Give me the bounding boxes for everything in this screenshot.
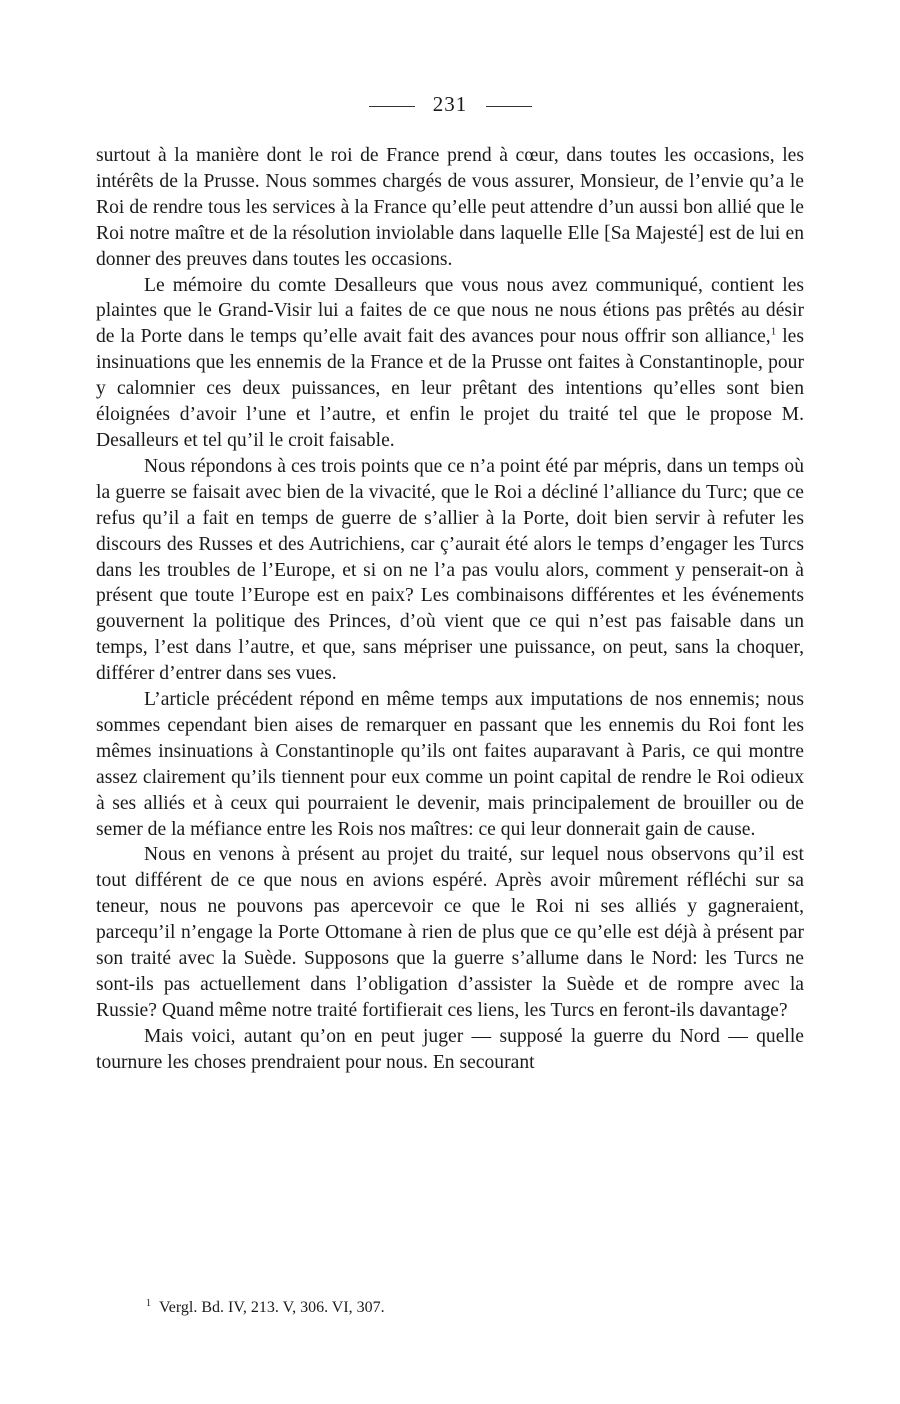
paragraph-2 [96,273,804,454]
paragraph-3: Nous répondons à ces trois points que ce n’a point été par mépris, dans un temps où la guerre se faisait avec bien de la vivacité, que le Roi a décliné l’alliance du Turc; que ce refus qu’il a fait en temps de guerre de s’allier à la Porte, doit bien servir à refuter les discours des Russes et des Autrichiens, car ç’aurait été alors le temps d’engager les Turcs dans les troubles de l’Europe, et si on ne l’a pas voulu alors, comment y penserait-on à présent que toute l’Europe est en paix? Les combinaisons différentes et les événements gouvernent la politique des Princes, d’où vient que ce qui n’est pas faisable dans un temps, l’est dans l’autre, et que, sans mépriser une puissance, on peut, sans la choquer, différer d’entrer dans ses vues. [96,455,804,685]
footnote [146,1297,806,1319]
page-number: 231 [432,92,468,116]
header-rule-right [486,106,532,107]
footnote-mark: 1 [146,1297,151,1309]
header-rule-left [369,106,415,107]
footnote-text: Vergl. Bd. IV, 213. V, 306. VI, 307. [159,1299,385,1316]
paragraph-4: L’article précédent répond en même temps aux imputations de nos ennemis; nous sommes cependant bien aises de remarquer en passant que les ennemis du Roi font les mêmes insinuations à Constantinople qu’ils ont faites auparavant à Paris, ce qui montre assez clairement qu’ils tiennent pour eux comme un point capital de rendre le Roi odieux à ses alliés et à ceux qui pourraient le devenir, mais principalement de brouiller ou de semer de la méfiance entre les Rois nos maîtres: ce qui leur donnerait gain de cause. [96,689,804,840]
paragraph-2-text-a: Le mémoire du comte Desalleurs que vous nous avez communiqué, contient les plaintes que le Grand-Visir lui a faites de ce que nous ne nous étions pas prêtés au désir de la Porte dans le temps qu’elle avait fait des avances pour nous offrir son alliance, [96,274,804,348]
paragraph-6: Mais voici, autant qu’on en peut juger — supposé la guerre du Nord — quelle tournure les choses prendraient pour nous. En secourant [96,1025,804,1073]
paragraph-1: surtout à la manière dont le roi de France prend à cœur, dans toutes les occasions, les intérêts de la Prusse. Nous sommes chargés de vous assurer, Monsieur, de l’envie qu’a le Roi de rendre tous les services à la France qu’elle peut attendre d’un aussi bon allié que le Roi notre maître et de la résolution inviolable dans laquelle Elle [Sa Majesté] est de lui en donner des preuves dans toutes les occasions. [96,145,804,270]
page-header [0,92,900,117]
paragraph-5: Nous en venons à présent au projet du traité, sur lequel nous observons qu’il est tout différent de ce que nous en avions espéré. Après avoir mûrement réfléchi sur sa teneur, nous ne pouvons pas apercevoir ce que le Roi ni ses alliés y gagneraient, parcequ’il n’engage la Porte Ottomane à rien de plus que ce qu’elle est déjà à présent par son traité avec la Suède. Supposons que la guerre s’allume dans le Nord: les Turcs ne sont-ils pas actuellement dans l’obligation d’assister la Suède et de rompre avec la Russie? Quand même notre traité fortifierait ces liens, les Turcs en feront-ils davantage? [96,844,804,1021]
body-text [96,143,804,1076]
footnote-reference: 1 [770,325,777,338]
paragraph-2-text-b: les insinuations que les ennemis de la France et de la Prusse ont faites à Constantinople, pour y calomnier ces deux puissances, en leur prêtant des intentions qu’elles sont bien éloignées d’avoir l’une et l’autre, et enfin le projet du traité tel que le propose M. Desalleurs et tel qu’il le croit faisable. [96,326,804,451]
